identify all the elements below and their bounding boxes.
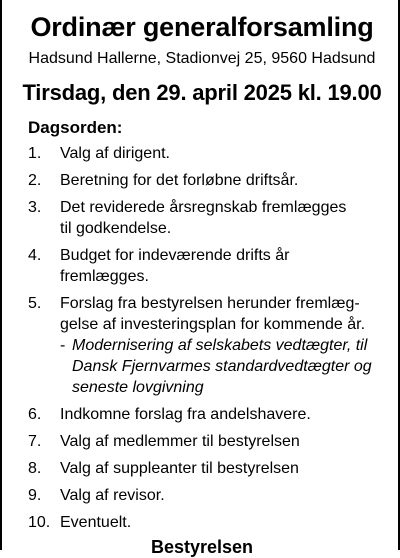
agenda-item-8 xyxy=(28,458,388,479)
agenda-item-9 xyxy=(28,485,388,506)
sub-note-text: seneste lovgivning xyxy=(72,379,204,396)
page-title: Ordinær generalforsamling xyxy=(30,12,374,42)
agenda-item-text: fremlægges. xyxy=(60,268,149,285)
agenda-item-text: gelse af investeringsplan for kommende år. xyxy=(60,316,366,333)
agenda-item-10 xyxy=(28,512,388,533)
agenda-item-number: 6. xyxy=(28,406,42,423)
agenda-list xyxy=(28,143,388,539)
agenda-item-number: 3. xyxy=(28,199,42,216)
signature-heading: Bestyrelsen xyxy=(150,537,254,557)
agenda-item-3 xyxy=(28,197,388,239)
meeting-address: Hadsund Hallerne, Stadionvej 25, 9560 Hadsund xyxy=(28,50,376,67)
agenda-item-number: 9. xyxy=(28,487,42,504)
agenda-item-5 xyxy=(28,293,388,398)
agenda-item-number: 1. xyxy=(28,145,42,162)
agenda-item-number: 5. xyxy=(28,295,42,312)
agenda-item-number: 8. xyxy=(28,460,42,477)
sub-note-text: Modernisering af selskabets vedtægter, til xyxy=(72,337,368,354)
agenda-item-4 xyxy=(28,245,388,287)
agenda-heading: Dagsorden: xyxy=(28,118,123,137)
agenda-item-7 xyxy=(28,431,388,452)
agenda-item-text: Valg af suppleanter til bestyrelsen xyxy=(60,460,299,477)
meeting-datetime: Tirsdag, den 29. april 2025 kl. 19.00 xyxy=(22,80,382,105)
agenda-item-number: 7. xyxy=(28,433,42,450)
agenda-item-text: Beretning for det forløbne driftsår. xyxy=(60,172,299,189)
agenda-item-text: Valg af dirigent. xyxy=(60,145,170,162)
sub-note-text: Dansk Fjernvarmes standardvedtægter og xyxy=(72,358,372,375)
agenda-item-text: Det reviderede årsregnskab fremlægges xyxy=(60,199,347,216)
agenda-item-text: Valg af medlemmer til bestyrelsen xyxy=(60,433,300,450)
agenda-item-text: Forslag fra bestyrelsen herunder fremlæg- xyxy=(60,295,360,312)
agenda-item-text: Eventuelt. xyxy=(60,514,132,531)
agenda-sub-note xyxy=(60,335,388,398)
sub-note-dash: - xyxy=(60,337,66,354)
agenda-item-text: Valg af revisor. xyxy=(60,487,165,504)
agenda-item-text: Budget for indeværende drifts år xyxy=(60,247,290,264)
agenda-item-1 xyxy=(28,143,388,164)
agenda-item-6 xyxy=(28,404,388,425)
agenda-item-2 xyxy=(28,170,388,191)
agenda-item-text: til godkendelse. xyxy=(60,220,172,237)
agenda-item-number: 4. xyxy=(28,247,42,264)
agenda-item-text: Indkomne forslag fra andelshavere. xyxy=(60,406,311,423)
agenda-item-number: 2. xyxy=(28,172,42,189)
agenda-item-number: 10. xyxy=(28,514,51,531)
